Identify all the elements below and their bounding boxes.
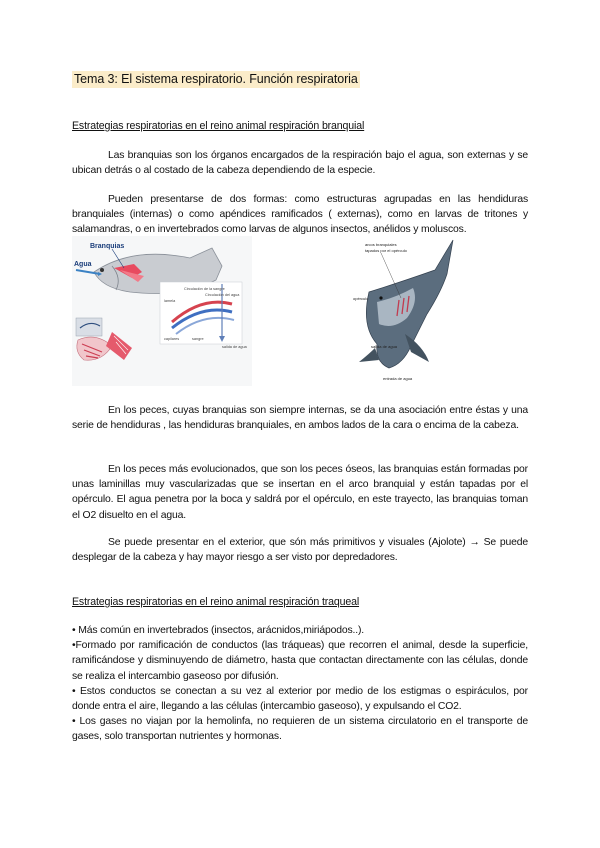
label-capilares: capilares [164, 337, 180, 341]
label-circulacion-agua: Circulación del agua [205, 293, 240, 297]
list-item: • Más común en invertebrados (insectos, arácnidos,miriápodos..). [72, 625, 365, 636]
paragraph-dos-formas: Pueden presentarse de dos formas: como estructuras agrupadas en las hendiduras branquiales (internas) o como apéndices ramificados ( externas), como en larvas de tritones y salamandras, o en invertebrados como larvas de algunos insectos, anélidos y moluscos. [72, 194, 528, 236]
section-heading-branquial: Estrategias respiratorias en el reino animal respiración branquial [72, 120, 365, 132]
document-title: Tema 3: El sistema respiratorio. Función respiratoria [74, 72, 358, 86]
paragraph-branquias-externas: Se puede presentar en el exterior, que són más primitivos y visuales (Ajolote) → Se puede desplegar de la cabeza y hay mayor riesgo a ser visto por depredadores. [72, 537, 528, 564]
label-salida-agua-right: salida de agua [371, 344, 398, 349]
label-circulacion-sangre: Circulación de la sangre [184, 287, 225, 291]
section-heading-traqueal: Estrategias respiratorias en el reino animal respiración traqueal [72, 596, 360, 608]
figure-fish-gills-diagram [72, 236, 252, 386]
label-lamela: lamela [164, 299, 176, 303]
label-salida-agua-left: salida de agua [222, 345, 247, 349]
label-agua: Agua [74, 261, 92, 268]
figure-shark-gill-arches [349, 236, 459, 386]
label-sangre: sangre [192, 337, 204, 341]
list-item: •Formado por ramificación de conductos (las tráqueas) que recorren el animal, desde la superficie, ramificándose y disminuyendo de diámetro, hasta que contactan directamente con las células, donde se realiza el intercambio gaseoso por difusión. [72, 640, 528, 682]
paragraph-branquias-intro: Las branquias son los órganos encargados de la respiración bajo el agua, son externas y se ubican detrás o al costado de la cabeza dependiendo de la especie. [72, 150, 528, 177]
label-operculo: opérculo [353, 296, 369, 301]
label-arcos-branquiales: arcos branquiales [365, 242, 397, 247]
label-entrada-agua: entrada de agua [383, 376, 413, 381]
list-item: • Los gases no viajan por la hemolinfa, no requieren de un sistema circulatorio en el transporte de gases, solo transportan nutrientes y hormonas. [72, 716, 528, 743]
label-branquias: Branquias [90, 243, 125, 250]
paragraph-branquias-internas: En los peces, cuyas branquias son siempre internas, se da una asociación entre éstas y una serie de hendiduras , las hendiduras branquiales, en ambos lados de la cara o encima de la cabeza. [72, 405, 528, 432]
label-tapados-operculo: tapados por el opérculo [365, 248, 407, 253]
paragraph-peces-oseos: En los peces más evolucionados, que son los peces óseos, las branquias están formadas por unas laminillas muy vascularizadas que se insertan en el arco branquial y están tapadas por el opérculo. El agua penetra por la boca y saldrá por el opérculo, en este trayecto, las branquias toman el O2 disuelto en el agua. [72, 464, 528, 521]
list-item: • Estos conductos se conectan a su vez al exterior por medio de los estigmas o espiráculos, por donde entra el aire, llegando a las células (intercambio gaseoso), y expulsando el CO2. [72, 685, 528, 713]
bullet-list-traqueal [72, 623, 528, 745]
